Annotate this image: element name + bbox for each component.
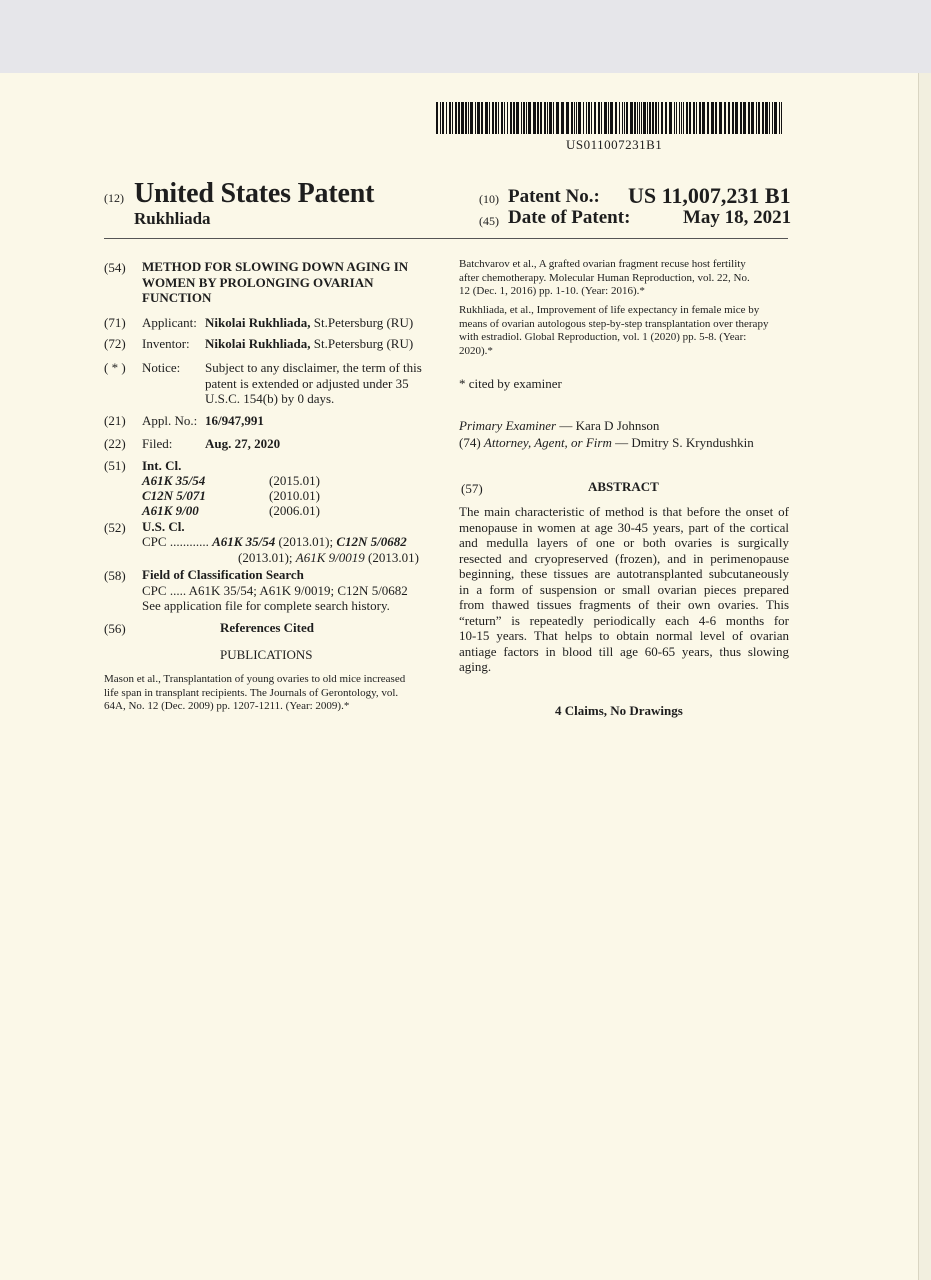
cpc-class: A61K 9/0019 xyxy=(295,550,365,565)
barcode-bar xyxy=(686,102,688,134)
code-54: (54) xyxy=(104,260,126,275)
barcode-bar xyxy=(681,102,682,134)
barcode-bar xyxy=(610,102,613,134)
appl-no: 16/947,991 xyxy=(205,413,264,428)
title-line: METHOD FOR SLOWING DOWN AGING IN xyxy=(142,259,409,274)
barcode-bar xyxy=(756,102,757,134)
abstract-line: beginning, these tissues are autotransplanted subcutaneously xyxy=(459,566,789,581)
barcode-bar xyxy=(489,102,490,134)
barcode-bar xyxy=(689,102,691,134)
int-cl-version: (2006.01) xyxy=(269,503,320,518)
barcode-bar xyxy=(498,102,499,134)
barcode-bar xyxy=(641,102,642,134)
barcode-bar xyxy=(715,102,717,134)
reference-batchvarov xyxy=(459,258,789,299)
code-56: (56) xyxy=(104,621,126,636)
cpc-class: C12N 5/0682 xyxy=(336,534,407,549)
barcode-bar xyxy=(658,102,659,134)
barcode-bar xyxy=(630,102,633,134)
title-line: FUNCTION xyxy=(142,290,212,305)
reference-line: Rukhliada, et al., Improvement of life expectancy in female mice by xyxy=(459,304,760,316)
barcode-bar xyxy=(740,102,742,134)
barcode-bar xyxy=(440,102,441,134)
notice-text xyxy=(205,360,435,407)
barcode-bar xyxy=(699,102,701,134)
barcode-bar xyxy=(513,102,515,134)
barcode-bar xyxy=(461,102,464,134)
barcode-bar xyxy=(643,102,646,134)
barcode-bar xyxy=(707,102,709,134)
examiner-label: Primary Examiner xyxy=(459,418,557,433)
abstract-line: menopause in women at age 30-45 years, part of the cortical xyxy=(459,519,789,535)
barcode-bar xyxy=(661,102,663,134)
int-cl-version: (2015.01) xyxy=(269,473,320,488)
barcode-bar xyxy=(549,102,552,134)
cpc-version: (2013.01) xyxy=(368,550,419,565)
barcode-bar xyxy=(507,102,508,134)
abstract-line: and medulla layers of one or both ovaries is surgically xyxy=(459,535,789,550)
barcode-bar xyxy=(504,102,505,134)
barcode-bar xyxy=(601,102,602,134)
barcode-bar xyxy=(571,102,573,134)
abstract-line: resected and cryopreserved (frozen), and in perimenopause xyxy=(459,550,789,566)
applicant-location: St.Petersburg (RU) xyxy=(313,315,414,330)
abstract-title: ABSTRACT xyxy=(588,479,659,494)
abstract-line: The main characteristic of method is that before the onset of xyxy=(459,504,789,519)
barcode-bar xyxy=(561,102,564,134)
reference-line: life span in transplant recipients. The Journals of Gerontology, vol. xyxy=(104,686,399,699)
date-of-patent: May 18, 2021 xyxy=(683,207,792,228)
cpc-version: (2013.01); xyxy=(278,534,334,549)
field-search-label: Field of Classification Search xyxy=(142,567,304,582)
barcode-bar xyxy=(781,102,782,134)
barcode-bar xyxy=(649,102,651,134)
barcode-bar xyxy=(779,102,780,134)
barcode-bar xyxy=(674,102,675,134)
code-51: (51) xyxy=(104,458,126,473)
patent-title: United States Patent xyxy=(134,178,375,209)
barcode-bar xyxy=(452,102,453,134)
filed-label: Filed: xyxy=(142,436,173,451)
reference-line: Batchvarov et al., A grafted ovarian fragment recuse host fertility xyxy=(459,258,746,270)
notice-line: patent is extended or adjusted under 35 xyxy=(205,375,409,391)
code-52: (52) xyxy=(104,520,126,535)
field-search-note: See application file for complete search history. xyxy=(142,598,390,613)
barcode-bar xyxy=(468,102,469,134)
code-57: (57) xyxy=(461,481,483,496)
inventor-location: St.Petersburg (RU) xyxy=(313,336,414,351)
barcode-bar xyxy=(608,102,609,134)
barcode-bar xyxy=(449,102,451,134)
appl-no-label: Appl. No.: xyxy=(142,413,198,428)
attorney-name: — Dmitry S. Kryndushkin xyxy=(615,435,754,450)
barcode-bar xyxy=(586,102,587,134)
barcode-bar xyxy=(624,102,625,134)
barcode-bar xyxy=(772,102,773,134)
barcode-bar xyxy=(683,102,684,134)
barcode-bar xyxy=(528,102,531,134)
barcode-bar xyxy=(477,102,480,134)
barcode-bar xyxy=(556,102,559,134)
barcode-bar xyxy=(591,102,592,134)
barcode-bar xyxy=(669,102,672,134)
examiner-name: — Kara D Johnson xyxy=(559,418,660,433)
us-cl-label: U.S. Cl. xyxy=(142,519,185,534)
reference-line: 2020).* xyxy=(459,344,493,357)
barcode-bar xyxy=(769,102,770,134)
barcode-bar xyxy=(516,102,519,134)
applicant xyxy=(205,315,413,331)
barcode-bar xyxy=(544,102,546,134)
barcode-bar xyxy=(475,102,476,134)
barcode-bar xyxy=(647,102,648,134)
publications-label: PUBLICATIONS xyxy=(220,647,313,662)
header-rule xyxy=(104,238,788,239)
barcode-bar xyxy=(458,102,460,134)
barcode-bar xyxy=(732,102,734,134)
reference-line: Mason et al., Transplantation of young ovaries to old mice increased xyxy=(104,673,406,685)
barcode-bar xyxy=(501,102,503,134)
barcode-bar xyxy=(626,102,628,134)
inventor xyxy=(205,336,413,352)
invention-title xyxy=(142,259,408,306)
reference-line: means of ovarian autologous step-by-step transplantation over therapy xyxy=(459,317,769,330)
code-58: (58) xyxy=(104,568,126,583)
barcode xyxy=(436,102,788,134)
barcode-bar xyxy=(696,102,697,134)
primary-examiner xyxy=(459,418,659,434)
barcode-bar xyxy=(762,102,764,134)
inventor-label: Inventor: xyxy=(142,336,190,351)
barcode-bar xyxy=(446,102,447,134)
code-72: (72) xyxy=(104,336,126,351)
int-cl-class: A61K 9/00 xyxy=(142,503,199,518)
abstract-line: aging. xyxy=(459,659,492,674)
barcode-bar xyxy=(566,102,569,134)
patent-number: US 11,007,231 B1 xyxy=(628,183,791,208)
barcode-bar xyxy=(470,102,473,134)
int-cl-version: (2010.01) xyxy=(269,488,320,503)
barcode-bar xyxy=(537,102,539,134)
barcode-bar xyxy=(702,102,705,134)
barcode-bar xyxy=(619,102,620,134)
reference-line: 12 (Dec. 1, 2016) pp. 1-10. (Year: 2016).* xyxy=(459,285,645,297)
code-12: (12) xyxy=(104,191,124,205)
barcode-bar xyxy=(652,102,654,134)
abstract-line: from thawed tissues fragments of their own ovaries. This xyxy=(459,597,789,612)
barcode-bar xyxy=(743,102,746,134)
reference-mason xyxy=(104,673,434,714)
barcode-bar xyxy=(436,102,438,134)
applicant-label: Applicant: xyxy=(142,315,197,330)
barcode-bar xyxy=(574,102,575,134)
barcode-bar xyxy=(735,102,738,134)
abstract-text xyxy=(459,504,789,675)
barcode-bar xyxy=(774,102,777,134)
barcode-bar xyxy=(728,102,730,134)
barcode-bar xyxy=(485,102,488,134)
inventor-surname: Rukhliada xyxy=(134,209,211,228)
int-cl-class: C12N 5/071 xyxy=(142,488,206,503)
barcode-bar xyxy=(442,102,444,134)
notice-label: Notice: xyxy=(142,360,181,375)
barcode-bar xyxy=(748,102,750,134)
barcode-bar xyxy=(523,102,525,134)
barcode-bar xyxy=(578,102,581,134)
barcode-bar xyxy=(533,102,536,134)
cited-by-examiner: * cited by examiner xyxy=(459,376,562,391)
barcode-bar xyxy=(583,102,584,134)
int-cl-class: A61K 35/54 xyxy=(142,473,206,488)
code-notice: ( * ) xyxy=(104,360,126,375)
barcode-bar xyxy=(465,102,467,134)
barcode-bar xyxy=(492,102,494,134)
claims-summary: 4 Claims, No Drawings xyxy=(555,703,683,718)
barcode-bar xyxy=(495,102,497,134)
barcode-bar xyxy=(634,102,636,134)
cpc-class: A61K 35/54 xyxy=(212,534,276,549)
barcode-bar xyxy=(455,102,457,134)
barcode-bar xyxy=(553,102,554,134)
date-of-patent-label: Date of Patent: xyxy=(508,207,631,228)
attorney-label: Attorney, Agent, or Firm xyxy=(483,435,612,450)
reference-line: after chemotherapy. Molecular Human Reproduction, vol. 22, No. xyxy=(459,271,750,284)
barcode-bar xyxy=(758,102,760,134)
page-edge xyxy=(918,73,931,1280)
reference-line: with estradiol. Global Reproduction, vol. 1 (2020) pp. 5-8. (Year: xyxy=(459,331,747,343)
reference-rukhliada xyxy=(459,304,789,358)
abstract-line: “return” is repeatedly periodically each 4-6 months for xyxy=(459,612,789,628)
barcode-bar xyxy=(724,102,726,134)
barcode-bar xyxy=(576,102,577,134)
notice-line: U.S.C. 154(b) by 0 days. xyxy=(205,391,335,406)
cpc-label: CPC ............ xyxy=(142,534,209,549)
barcode-bar xyxy=(679,102,680,134)
barcode-bar xyxy=(711,102,714,134)
us-cl-line1 xyxy=(142,534,407,550)
barcode-bar xyxy=(615,102,617,134)
references-cited-label: References Cited xyxy=(220,620,314,635)
barcode-bar xyxy=(719,102,722,134)
code-74: (74) xyxy=(459,435,481,450)
attorney xyxy=(459,435,754,451)
us-cl-line2 xyxy=(238,550,419,566)
barcode-bar xyxy=(655,102,657,134)
barcode-bar xyxy=(676,102,677,134)
int-cl-label: Int. Cl. xyxy=(142,458,182,473)
code-45: (45) xyxy=(479,214,499,228)
filed-date: Aug. 27, 2020 xyxy=(205,436,281,451)
barcode-bar xyxy=(622,102,623,134)
barcode-bar xyxy=(637,102,638,134)
code-10: (10) xyxy=(479,192,499,206)
patent-no-label: Patent No.: xyxy=(508,186,600,207)
barcode-bar xyxy=(481,102,483,134)
cpc-version: (2013.01); xyxy=(238,550,293,565)
code-22: (22) xyxy=(104,436,126,451)
inventor-name: Nikolai Rukhliada, xyxy=(205,336,311,351)
abstract-line: antiage factors in blood till age 60-65 years, thus slowing xyxy=(459,643,789,659)
barcode-bar xyxy=(547,102,548,134)
barcode-bar xyxy=(765,102,768,134)
barcode-bar xyxy=(510,102,512,134)
barcode-bar xyxy=(751,102,754,134)
barcode-bar xyxy=(639,102,640,134)
barcode-bar xyxy=(604,102,607,134)
barcode-bar xyxy=(665,102,667,134)
barcode-bar xyxy=(594,102,596,134)
barcode-bar xyxy=(521,102,522,134)
code-71: (71) xyxy=(104,315,126,330)
title-line: WOMEN BY PROLONGING OVARIAN xyxy=(142,274,374,290)
applicant-name: Nikolai Rukhliada, xyxy=(205,315,311,330)
code-21: (21) xyxy=(104,413,126,428)
barcode-bar xyxy=(540,102,542,134)
barcode-bar xyxy=(588,102,590,134)
abstract-line: in a form of suspension or small ovarian pieces prepared xyxy=(459,581,789,597)
barcode-number: US011007231B1 xyxy=(566,137,663,152)
notice-line: Subject to any disclaimer, the term of this xyxy=(205,360,422,375)
barcode-bar xyxy=(526,102,527,134)
abstract-line: 10-15 years. That helps to obtain normal level of ovarian xyxy=(459,628,789,643)
barcode-bar xyxy=(693,102,695,134)
field-search-cpc: CPC ..... A61K 35/54; A61K 9/0019; C12N 5/0682 xyxy=(142,583,408,598)
reference-line: 64A, No. 12 (Dec. 2009) pp. 1207-1211. (Year: 2009).* xyxy=(104,700,350,712)
barcode-bar xyxy=(598,102,600,134)
